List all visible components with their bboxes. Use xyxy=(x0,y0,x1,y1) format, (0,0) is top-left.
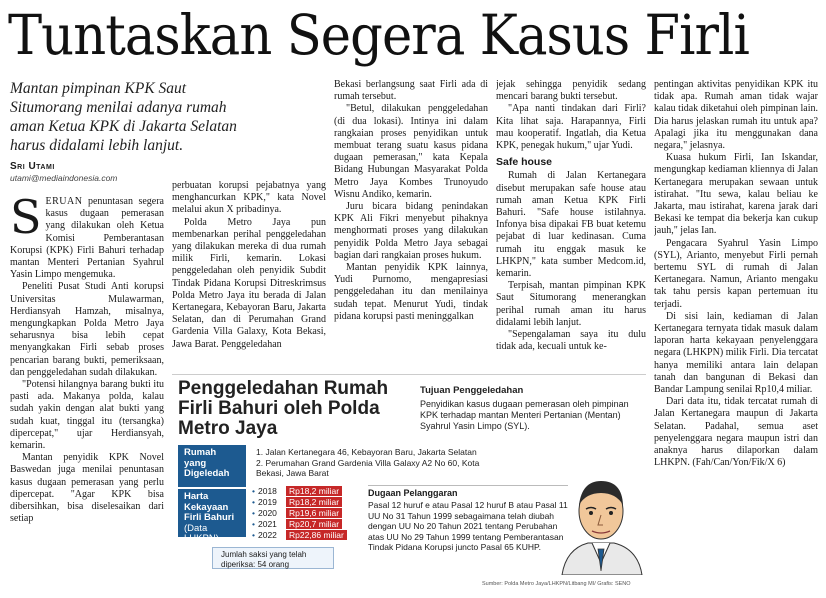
saksi-box: Jumlah saksi yang telah diperiksa: 54 orang xyxy=(212,547,334,569)
author-name: Sri Utami xyxy=(10,161,55,172)
headline: Tuntaskan Segera Kasus Firli xyxy=(8,3,749,67)
tujuan-text: Penyidikan kasus dugaan pemerasan oleh pimpinan KPK terhadap mantan Menteri Pertanian (Mentan) Syahrul Yasin Limpo (SYL). xyxy=(420,399,629,431)
bullet-icon: • xyxy=(252,496,255,507)
dropcap: S xyxy=(10,196,42,244)
col5-paragraph-2: Kuasa hukum Firli, Ian Iskandar, mengungkap kediaman kliennya di Jalan Kertanegara merupakan sewaan untuk istirahat. "Itu sewa, kalau beliau ke Jakarta, mau istirahat, karena jarak dari Bekasi ke tempat dia bekerja kan cukup jauh," jelas Ian. xyxy=(654,152,818,237)
col3-paragraph-3: Juru bicara bidang penindakan KPK Ali Fikri menyebut pihaknya menghormati proses yang dilakukan penyidik Polda Metro Jaya sebagai bagian dari rangkaian proses hukum. xyxy=(334,201,488,261)
harta-row: • 2021 Rp20,7 miliar xyxy=(252,519,382,530)
bullet-icon: • xyxy=(252,485,255,496)
byline xyxy=(10,161,170,183)
col3-paragraph-4: Mantan penyidik KPK lainnya, Yudi Purnomo, mengapresiasi penggeledahan itu dan menilainya sudah tepat. Menurut Yudi, tindak pidana korupsi pasti meninggalkan xyxy=(334,262,488,322)
dugaan-pelanggaran xyxy=(368,485,568,553)
infographic xyxy=(172,374,646,596)
column-2 xyxy=(172,180,326,372)
rumah-item: 2. Perumahan Grand Gardenia Villa Galaxy A2 No 60, Kota Bekasi, Jawa Barat xyxy=(256,457,480,478)
portrait-illustration xyxy=(558,471,644,575)
harta-row: • 2019 Rp18,2 miliar xyxy=(252,496,382,507)
harta-row: • 2022 Rp22,86 miliar xyxy=(252,530,382,541)
col5-paragraph-5: Dari data itu, tidak tercatat rumah di Jalan Kertanegara maupun di Jakarta Selatan. Padahal, semua aset penyelenggara negara maupun istri dan anaknya harus dilaporkan dalam LHKPN. (Fah/Can/Yon/Fik/X 6) xyxy=(654,396,818,469)
col1-paragraph-1: SERUAN penuntasan segera kasus dugaan pemerasan yang dilakukan oleh Ketua Komisi Pemberantasan Korupsi (KPK) Firli Bahuri terhadap mantan Menteri Pertanian Syahrul Yasin Limpo mengemuka. xyxy=(10,196,164,281)
col2-paragraph-2: Polda Metro Jaya pun membenarkan perihal penggeledahan yang dilakukan mereka di dua rumah milik Firli, kemarin. Lokasi penggeledahan oleh penyidik Subdit Tindak Pidana Korupsi Ditreskrimsus Polda Metro Jaya itu berada di Jalan Kertanegara, Kebayoran Baru, Jakarta Selatan, dan di Perumahan Grand Gardenia Villa Galaxy, Kota Bekasi, Jawa Barat. Penggeledahan xyxy=(172,216,326,350)
bullet-icon: • xyxy=(252,530,255,541)
dugaan-title: Dugaan Pelanggaran xyxy=(368,485,568,498)
infographic-title: Penggeledahan Rumah Firli Bahuri oleh Polda Metro Jaya xyxy=(178,378,389,439)
harta-row: • 2018 Rp18,2 miliar xyxy=(252,485,382,496)
col1-paragraph-4: Mantan penyidik KPK Novel Baswedan juga menilai penuntasan kasus dugaan pemerasan yang perlu dipercepat. "Agar KPK bisa dibersihkan, bisa diselesaikan dari setiap xyxy=(10,452,164,525)
col4-paragraph-1: jejak sehingga penyidik sedang mencari barang bukti tersebut. xyxy=(496,79,646,103)
col4-paragraph-2: "Apa nanti tindakan dari Firli? Kita lihat saja. Harapannya, Firli mau kooperatif. Ingatlah, dia Ketua KPK, penegak hukum," ujar Yudi. xyxy=(496,103,646,152)
rumah-label: Rumah yang Digeledah xyxy=(178,445,246,487)
col4-paragraph-3: Rumah di Jalan Kertanegara disebut merupakan safe house atau rumah aman Ketua KPK Firli Bahuri. "Safe house istilahnya. Infonya bisa dipakai FB buat ketemu pejabat di luar kedinasan. Cuma rumah itu enggak masuk ke LHKPN," kata sumber Medcom.id, kemarin. xyxy=(496,170,646,280)
author-email[interactable]: utami@mediaindonesia.com xyxy=(10,173,118,183)
col3-paragraph-2: "Betul, dilakukan penggeledahan (di dua lokasi). Intinya ini dalam rangkaian proses penyidikan untuk membuat terang suatu kasus pidana dugaan pemerasan," kata Kepala Bidang Hubungan Masyarakat Polda Metro Jaya Kombes Trunoyudo Wisnu Andiko, kemarin. xyxy=(334,103,488,200)
rumah-list xyxy=(256,447,486,479)
harta-label-box xyxy=(178,489,246,544)
harta-list xyxy=(252,485,382,541)
lead-paragraph: Mantan pimpinan KPK Saut Situmorang menilai adanya rumah aman Ketua KPK di Jakarta Selatan harus didalami lebih lanjut. xyxy=(10,80,237,154)
col2-paragraph-1: perbuatan korupsi pejabatnya yang menghancurkan KPK," kata Novel melalui akun X pribadinya. xyxy=(172,180,326,216)
subhead-safe-house: Safe house xyxy=(496,156,553,169)
rumah-item: 1. Jalan Kertanegara 46, Kebayoran Baru, Jakarta Selatan xyxy=(256,447,477,457)
col5-paragraph-1: pentingan aktivitas penyidikan KPK itu tidak apa. Rumah aman tidak wajar kalau tidak diketahui oleh pimpinan lain. Dia harus jelaskan rumah itu untuk apa? Apalagi jika itu menggunakan dana negara," jelasnya. xyxy=(654,79,818,152)
column-1 xyxy=(10,196,164,596)
source-credit: Sumber: Polda Metro Jaya/LHKPN/Litbang MI/ Grafis: SENO xyxy=(482,581,631,587)
tujuan-title: Tujuan Penggeledahan xyxy=(420,385,524,396)
col3-paragraph-1: Bekasi berlangsung saat Firli ada di rumah tersebut. xyxy=(334,79,488,103)
harta-sub: (Data LHKPN) xyxy=(184,522,219,544)
column-4 xyxy=(496,79,646,372)
col1-paragraph-2: Peneliti Pusat Studi Anti korupsi Universitas Mulawarman, Herdiansyah Hamzah, misalnya, mengungkapkan Polda Metro Jaya seharusnya bisa lebih cepat menyangkakan Firli sebab proses pencarian barang bukti, pemeriksaan, dan penggeledahan sudah dilakukan. xyxy=(10,281,164,378)
col1-paragraph-3: "Potensi hilangnya barang bukti itu pasti ada. Makanya polda, kalau sudah yakin dengan alat bukti yang sudah kuat, tinggal itu (tersangka) dipercepat," ujar Herdiansyah, kemarin. xyxy=(10,379,164,452)
col5-paragraph-3: Pengacara Syahrul Yasin Limpo (SYL), Arianto, menyebut Firli pernah bertemu SYL di rumah di Jalan Kertanegara. Namun, Arianto mengaku tak tahu persis kapan pertemuan itu terjadi. xyxy=(654,237,818,310)
column-3 xyxy=(334,79,488,372)
harta-label: Harta Kekayaan Firli Bahuri xyxy=(184,491,235,523)
dugaan-text: Pasal 12 huruf e atau Pasal 12 huruf B atau Pasal 11 UU No 31 Tahun 1999 sebagaimana telah diubah dengan UU No 20 Tahun 2021 tentang Perubahan atas UU No 29 Tahun 1999 tentang Pemberantasan Tindak Pidana Korupsi juncto Pasal 65 KUHP. xyxy=(368,500,568,552)
col4-paragraph-4: Terpisah, mantan pimpinan KPK Saut Situmorang menerangkan perihal rumah aman itu harus didalami lebih lanjut. xyxy=(496,280,646,328)
harta-row: • 2020 Rp19,6 miliar xyxy=(252,507,382,518)
bullet-icon: • xyxy=(252,507,255,518)
col4-paragraph-5: "Sepengalaman saya itu dulu tidak ada, kecuali untuk ke- xyxy=(496,329,646,353)
column-5 xyxy=(654,79,818,596)
bullet-icon: • xyxy=(252,519,255,530)
col5-paragraph-4: Di sisi lain, kediaman di Jalan Kertanegara ternyata tidak masuk dalam laporan harta kekayaan penyelenggara negara (LHKPN) milik Firli. Dia tercatat hanya memiliki antara lain delapan tanah dan bangunan di Bekasi dan Bandar Lampung senilai Rp10,4 miliar. xyxy=(654,310,818,396)
